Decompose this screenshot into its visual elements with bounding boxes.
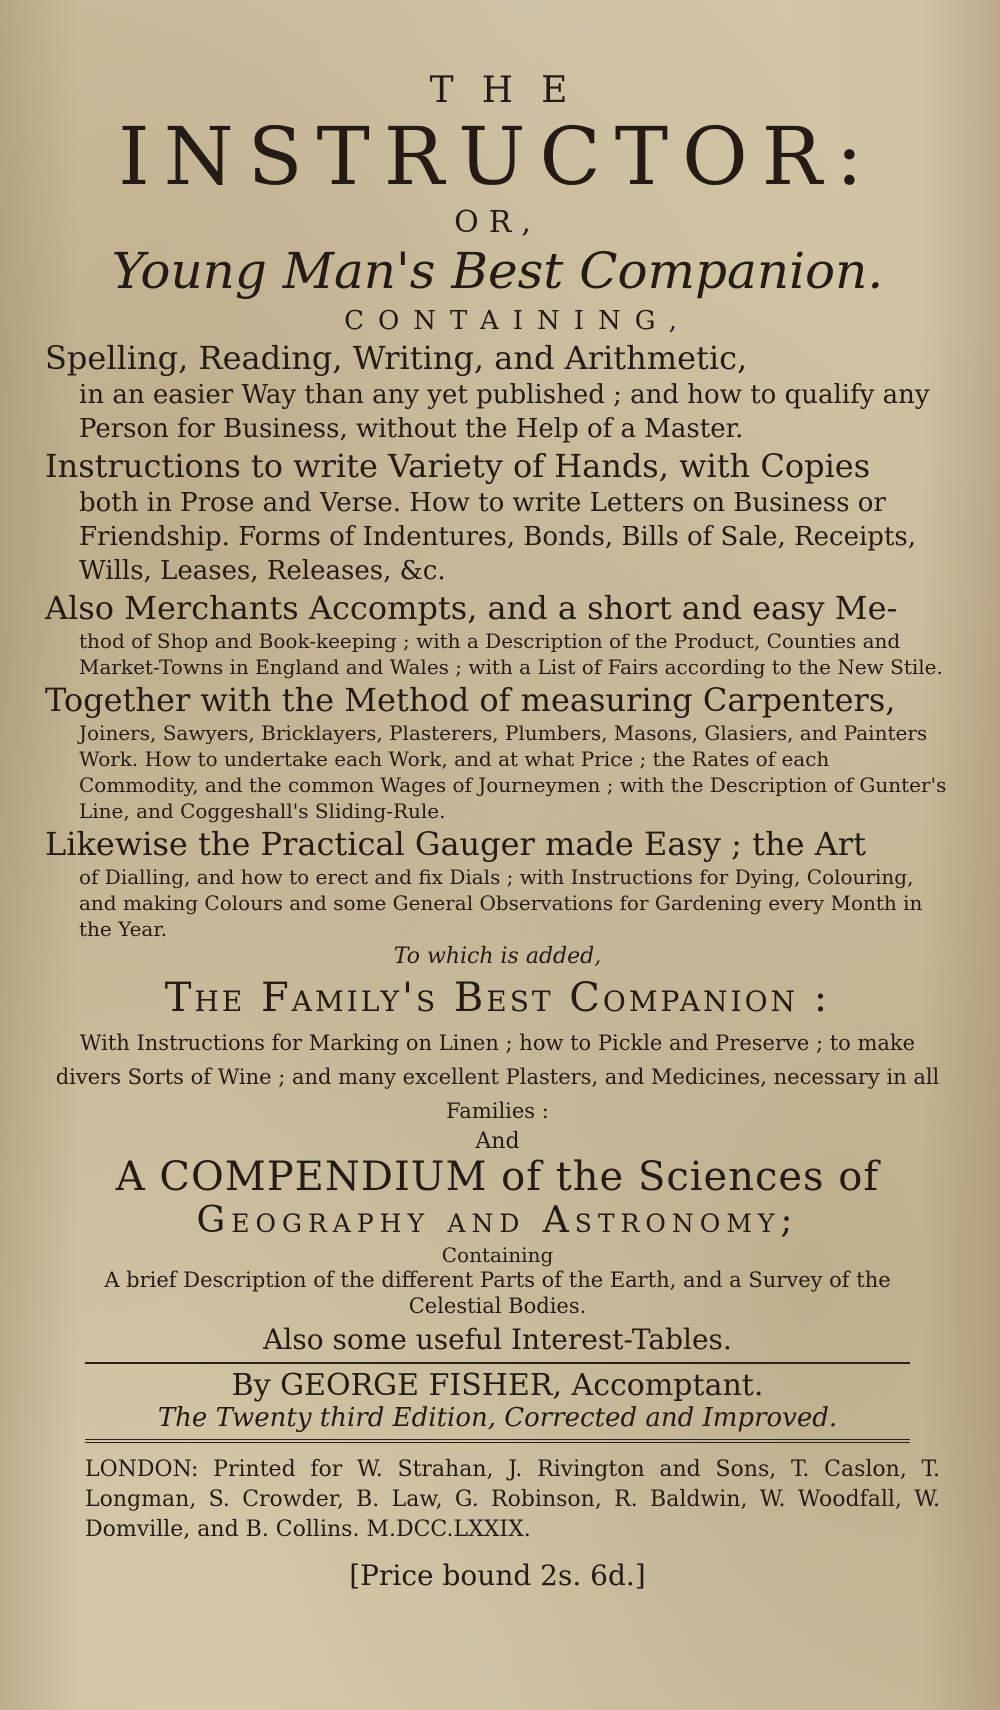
paragraph-body: Joiners, Sawyers, Bricklayers, Plasterers, Plumbers, Masons, Glasiers, and Painters Work. How to undertake each Work, and at what Price ; the Rates of each Commodity, and the common Wages of Journeymen ; with the Description of Gunter's Line, and Coggeshall's Sliding-Rule. xyxy=(79,721,947,823)
divider xyxy=(85,1362,910,1364)
interest-tables: Also some useful Interest-Tables. xyxy=(263,1323,732,1356)
imprint: LONDON: Printed for W. Strahan, J. Rivington and Sons, T. Caslon, T. Longman, S. Crowder, B. Law, G. Robinson, R. Baldwin, W. Woodfall, W. Domville, and B. Collins. M.DCC.LXXIX. xyxy=(85,1457,940,1542)
title-main: INSTRUCTOR: xyxy=(118,110,877,203)
paragraph-body: in an easier Way than any yet published ; and how to qualify any Person for Business, without the Help of a Master. xyxy=(79,380,930,444)
paragraph-lead: Also Merchants Accompts, and a short and easy Me- xyxy=(45,589,898,627)
paragraph-gauger xyxy=(45,824,950,942)
paragraph-lead: Instructions to write Variety of Hands, with Copies xyxy=(45,447,871,485)
family-body: With Instructions for Marking on Linen ; how to Pickle and Preserve ; to make divers Sorts of Wine ; and many excellent Plasters, and Medicines, necessary in all Families : xyxy=(55,1031,940,1123)
paragraph-instructions xyxy=(45,446,950,588)
paragraph-lead: Spelling, Reading, Writing, and Arithmetic, xyxy=(45,339,748,377)
family-body-block xyxy=(45,1025,950,1127)
compendium-subheading: Geography and Astronomy; xyxy=(196,1200,799,1241)
paragraph-merchants xyxy=(45,588,950,680)
edition-line: The Twenty third Edition, Corrected and Improved. xyxy=(157,1403,838,1433)
paragraph-spelling xyxy=(45,338,950,446)
paragraph-measuring xyxy=(45,680,950,824)
title-the: THE xyxy=(429,70,596,111)
paragraph-body: both in Prose and Verse. How to write Letters on Business or Friendship. Forms of Indentures, Bonds, Bills of Sale, Receipts, Wills, Leases, Releases, &c. xyxy=(79,488,917,586)
containing-heading: CONTAINING, xyxy=(344,306,691,336)
compendium-containing: Containing xyxy=(441,1243,554,1267)
to-which-is-added: To which is added, xyxy=(393,944,602,969)
paragraph-lead: Together with the Method of measuring Carpenters, xyxy=(45,681,896,719)
family-heading: The Family's Best Companion : xyxy=(164,975,831,1021)
title-or: OR, xyxy=(454,205,541,240)
compendium-body: A brief Description of the different Parts of the Earth, and a Survey of the Celestial Bodies. xyxy=(104,1268,891,1318)
divider-double xyxy=(85,1439,910,1443)
compendium-heading: A COMPENDIUM of the Sciences of xyxy=(115,1154,880,1200)
paragraph-body: thod of Shop and Book-keeping ; with a Description of the Product, Counties and Market-Towns in England and Wales ; with a List of Fairs according to the New Stile. xyxy=(79,629,943,679)
price: [Price bound 2s. 6d.] xyxy=(349,1559,646,1592)
subtitle: Young Man's Best Companion. xyxy=(111,242,884,300)
paragraph-lead: Likewise the Practical Gauger made Easy ; the Art xyxy=(45,825,866,863)
paragraph-body: of Dialling, and how to erect and fix Dials ; with Instructions for Dying, Colouring, and making Colours and some General Observations for Gardening every Month in the Year. xyxy=(79,865,923,941)
and-line: And xyxy=(475,1129,520,1154)
author-line: By GEORGE FISHER, Accomptant. xyxy=(231,1368,764,1403)
